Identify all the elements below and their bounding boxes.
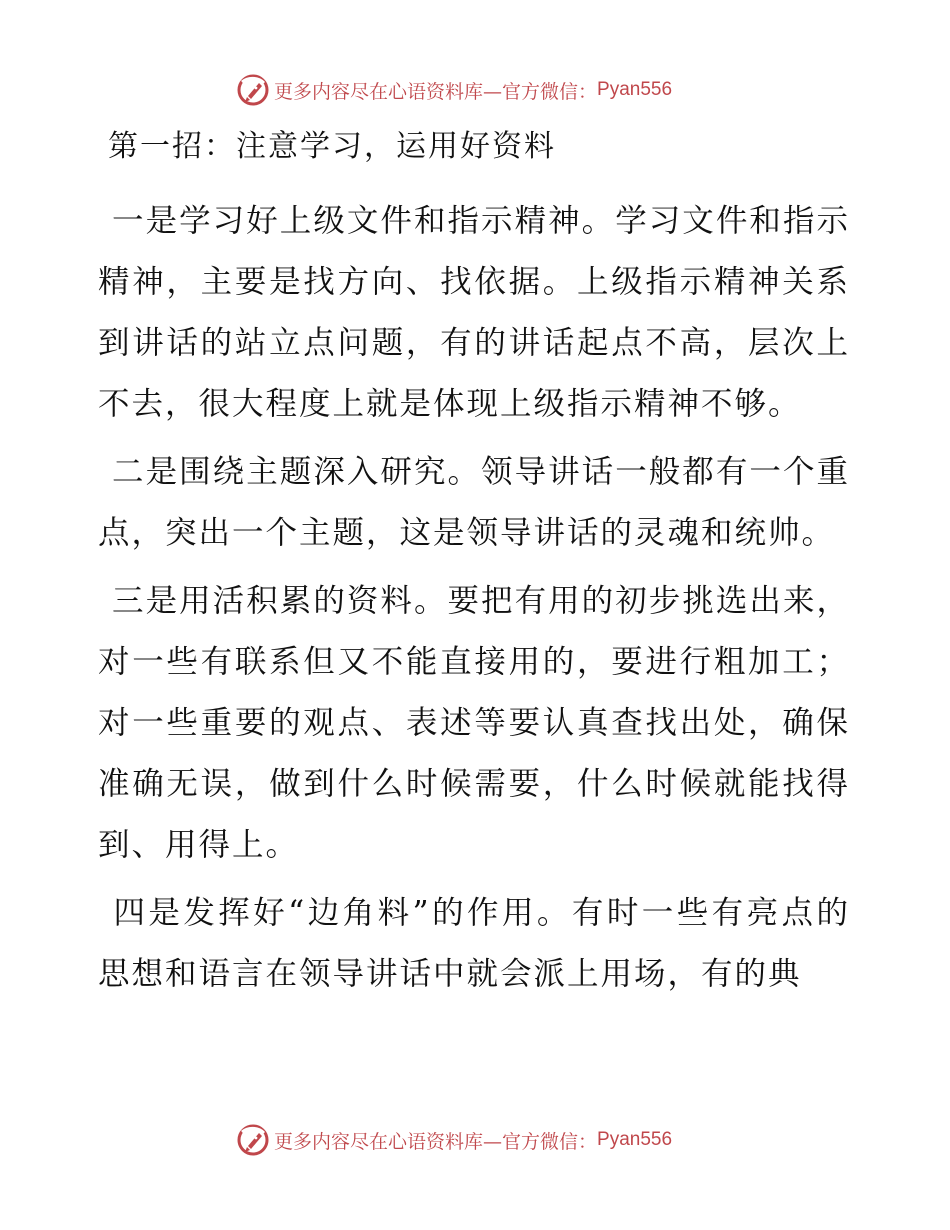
pen-nib-logo-icon	[236, 1123, 270, 1157]
paragraph-2-text: 二是围绕主题深入研究。领导讲话一般都有一个重点，突出一个主题，这是领导讲话的灵魂和统帅。	[98, 454, 850, 551]
footer-watermark-text: 更多内容尽在心语资料库—官方微信：	[274, 1130, 598, 1153]
header-watermark-contact: Pyan556	[597, 79, 673, 100]
paragraph-3-text: 三是用活积累的资料。要把有用的初步挑选出来，对一些有联系但又不能直接用的，要进行粗加工；对一些重要的观点、表述等要认真查找出处，确保准确无误，做到什么时候需要，什么时候就能找得到、用得上。	[98, 583, 850, 863]
paragraph-3	[98, 571, 850, 876]
paragraph-2	[98, 442, 850, 564]
document-body	[98, 122, 858, 1005]
paragraph-1-text: 一是学习好上级文件和指示精神。学习文件和指示精神，主要是找方向、找依据。上级指示精神关系到讲话的站立点问题，有的讲话起点不高，层次上不去，很大程度上就是体现上级指示精神不够。	[98, 203, 850, 422]
section-heading: 第一招：注意学习，运用好资料	[108, 129, 556, 164]
paragraph-1	[98, 191, 850, 435]
paragraph-4	[98, 883, 850, 1005]
pen-nib-logo-icon	[236, 73, 270, 107]
paragraph-4-text: 四是发挥好“边角料”的作用。有时一些有亮点的思想和语言在领导讲话中就会派上用场，有的典	[98, 895, 850, 992]
header-watermark-text: 更多内容尽在心语资料库—官方微信：	[274, 80, 598, 103]
footer-watermark	[236, 1120, 716, 1160]
header-watermark	[236, 70, 716, 110]
footer-watermark-contact: Pyan556	[597, 1129, 673, 1150]
